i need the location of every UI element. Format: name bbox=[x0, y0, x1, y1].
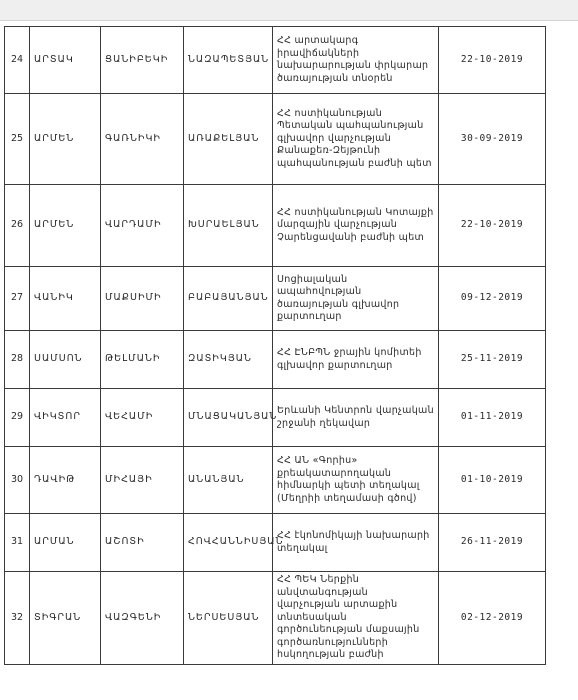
surname: ՀՈՎՀԱՆՆԻՍՅԱՆ bbox=[184, 514, 273, 572]
date: 30-09-2019 bbox=[439, 94, 546, 185]
table-row bbox=[5, 185, 546, 267]
table-row bbox=[5, 447, 546, 514]
first-name: ԴԱՎԻԹ bbox=[30, 447, 101, 514]
surname: ՆԱԶԱՊԵՏՅԱՆ bbox=[184, 27, 273, 94]
date: 22-10-2019 bbox=[439, 185, 546, 267]
fathers-name: ՑԱՆԻԲԵԿԻ bbox=[101, 27, 184, 94]
first-name: ԱՐՏԱԿ bbox=[30, 27, 101, 94]
table-row bbox=[5, 572, 546, 665]
position-title: ՀՀ ոստիկանության Պետական պահպանության գլխավոր վարչության Քանաքեռ-Զեյթունի պահպանության բաժնի պետ bbox=[273, 94, 439, 185]
date: 09-12-2019 bbox=[439, 267, 546, 331]
position-title: Երևանի Կենտրոն վարչական շրջանի ղեկավար bbox=[273, 389, 439, 447]
first-name: ՏԻԳՐԱՆ bbox=[30, 572, 101, 665]
position-title: ՀՀ ՊԵԿ Ներքին անվտանգության վարչության արտաքին տնտեսական գործունեության մաքսային գործառնությունների հսկողության բաժնի bbox=[273, 572, 439, 665]
table-row bbox=[5, 389, 546, 447]
table-row bbox=[5, 514, 546, 572]
row-number: 29 bbox=[5, 389, 30, 447]
first-name: ԱՐՄԵՆ bbox=[30, 185, 101, 267]
surname: ՆԵՐՍԵՍՅԱՆ bbox=[184, 572, 273, 665]
window-top-bar bbox=[0, 0, 578, 21]
table-row bbox=[5, 267, 546, 331]
position-title: ՀՀ էկոնոմիկայի նախարարի տեղակալ bbox=[273, 514, 439, 572]
row-number: 27 bbox=[5, 267, 30, 331]
fathers-name: ԱՇՈՏԻ bbox=[101, 514, 184, 572]
fathers-name: ՄԻՀԱՅԻ bbox=[101, 447, 184, 514]
row-number: 24 bbox=[5, 27, 30, 94]
row-number: 31 bbox=[5, 514, 30, 572]
date: 26-11-2019 bbox=[439, 514, 546, 572]
surname: ԽՍՐԱԵԼՅԱՆ bbox=[184, 185, 273, 267]
row-number: 32 bbox=[5, 572, 30, 665]
position-title: ՀՀ ոստիկանության Կոտայքի մարզային վարչության Չարենցավանի բաժնի պետ bbox=[273, 185, 439, 267]
row-number: 28 bbox=[5, 331, 30, 389]
date: 01-11-2019 bbox=[439, 389, 546, 447]
fathers-name: ՎԱՐԴԱՄԻ bbox=[101, 185, 184, 267]
fathers-name: ՄԱՔՍԻՄԻ bbox=[101, 267, 184, 331]
date: 22-10-2019 bbox=[439, 27, 546, 94]
position-title: Սոցիալական ապահովության ծառայության գլխավոր քարտուղար bbox=[273, 267, 439, 331]
surname: ՄՆԱՑԱԿԱՆՅԱՆ bbox=[184, 389, 273, 447]
first-name: ՍԱՄՍՈՆ bbox=[30, 331, 101, 389]
first-name: ԱՐՄԵՆ bbox=[30, 94, 101, 185]
row-number: 30 bbox=[5, 447, 30, 514]
table-row bbox=[5, 27, 546, 94]
fathers-name: ՎԱԶԳԵՆԻ bbox=[101, 572, 184, 665]
position-title: ՀՀ ԱՆ «Գորիս» քրեակատարողական հիմնարկի պետի տեղակալ (Մեղրիի տեղամասի գծով) bbox=[273, 447, 439, 514]
fathers-name: ԳԱՌՆԻԿԻ bbox=[101, 94, 184, 185]
fathers-name: ՎԵՀԱՄԻ bbox=[101, 389, 184, 447]
row-number: 26 bbox=[5, 185, 30, 267]
first-name: ՎԻԿՏՈՐ bbox=[30, 389, 101, 447]
table-row bbox=[5, 94, 546, 185]
position-title: ՀՀ արտակարգ իրավիճակների նախարարության փրկարար ծառայության տնօրեն bbox=[273, 27, 439, 94]
surname: ԶԱՏԻԿՅԱՆ bbox=[184, 331, 273, 389]
table-row bbox=[5, 331, 546, 389]
date: 25-11-2019 bbox=[439, 331, 546, 389]
row-number: 25 bbox=[5, 94, 30, 185]
appointments-table bbox=[4, 26, 546, 665]
surname: ԲԱԲԱՅԱՆՅԱՆ bbox=[184, 267, 273, 331]
fathers-name: ԹԵԼՄԱՆԻ bbox=[101, 331, 184, 389]
surname: ԱՆԱՆՅԱՆ bbox=[184, 447, 273, 514]
first-name: ՎԱՆԻԿ bbox=[30, 267, 101, 331]
surname: ԱՌԱՔԵԼՅԱՆ bbox=[184, 94, 273, 185]
position-title: ՀՀ ԷՆԲՊՆ ջրային կոմիտեի գլխավոր քարտուղար bbox=[273, 331, 439, 389]
date: 01-10-2019 bbox=[439, 447, 546, 514]
first-name: ԱՐՄԱՆ bbox=[30, 514, 101, 572]
date: 02-12-2019 bbox=[439, 572, 546, 665]
